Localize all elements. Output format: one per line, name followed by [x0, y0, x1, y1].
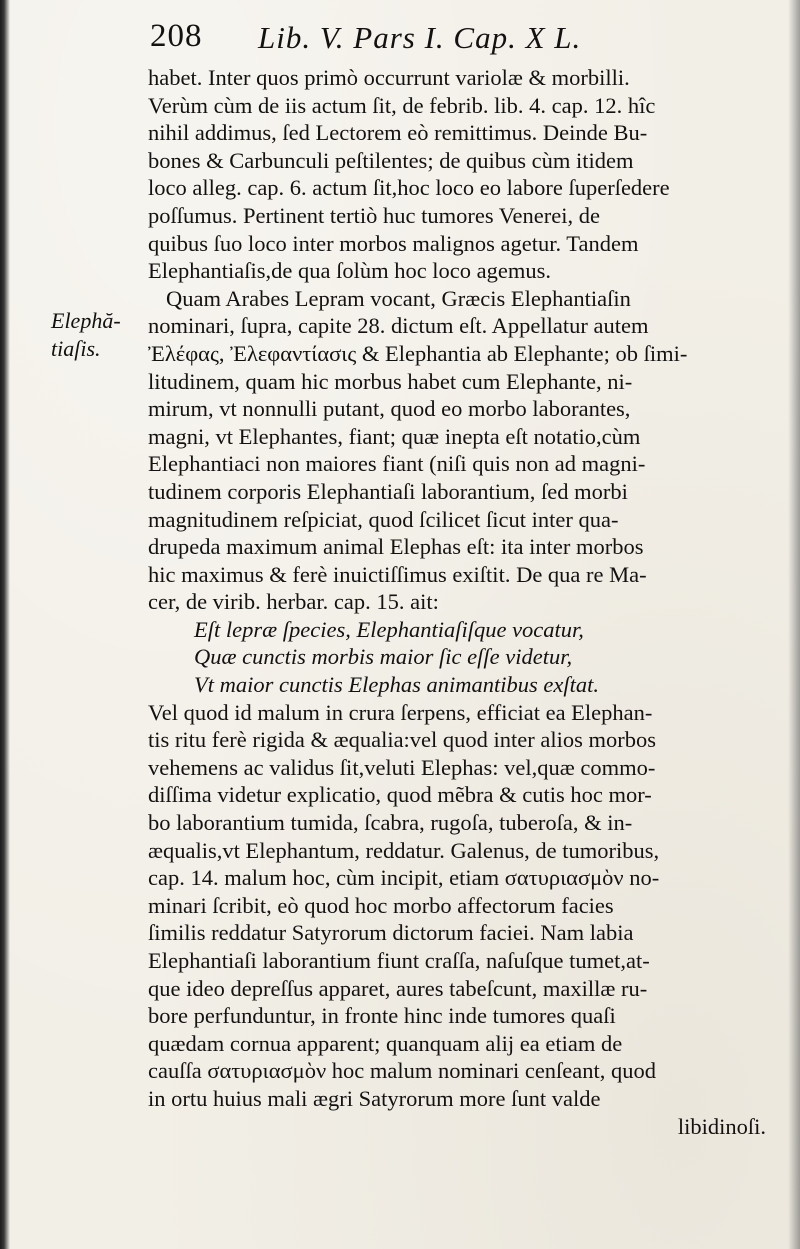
text-line: cauſſa σατυριασμὸν hoc malum nominari cenſeant, quod [148, 1058, 657, 1084]
main-text [148, 64, 768, 1143]
catchword: libidinoſi. [677, 1113, 766, 1139]
text-line: Verùm cùm de iis actum ſit, de febrib. lib. 4. cap. 12. hîc [148, 92, 656, 118]
verse-line: Vt maior cunctis Elephas animantibus exſtat. [194, 672, 599, 698]
text-line: diſſima videtur explicatio, quod mẽbra & cutis hoc mor- [148, 782, 652, 808]
text-line: magni, vt Elephantes, fiant; quæ inepta eſt notatio,cùm [148, 423, 641, 449]
text-line: Elephantiaci non maiores fiant (niſi quis non ad magni- [148, 451, 646, 477]
text-line: loco alleg. cap. 6. actum ſit,hoc loco eo labore ſuperſedere [148, 175, 670, 201]
text-line: bo laborantium tumida, ſcabra, rugoſa, tuberoſa, & in- [148, 810, 633, 836]
text-line: drupeda maximum animal Elephas eſt: ita inter morbos [148, 534, 644, 560]
text-line: vehemens ac validus ſit,veluti Elephas: vel,quæ commo- [148, 754, 656, 780]
text-line: hic maximus & ferè inuictiſſimus exiſtit. De qua re Ma- [148, 561, 647, 587]
text-line: mirum, vt nonnulli putant, quod eo morbo laborantes, [148, 396, 631, 422]
page-left-shadow [0, 0, 10, 1249]
text-line: habet. Inter quos primò occurrunt variolæ & morbilli. [148, 65, 630, 90]
marginal-note-line: tiaſis. [51, 335, 101, 361]
page-header [150, 18, 770, 62]
text-line: litudinem, quam hic morbus habet cum Elephante, ni- [148, 368, 633, 394]
text-line: Elephantiaſis,de qua ſolùm hoc loco agemus. [148, 258, 552, 284]
text-line: bones & Carbunculi peſtilentes; de quibus cùm itidem [148, 147, 634, 173]
running-title: Lib. V. Pars I. Cap. X L. [258, 20, 582, 55]
text-line: tudinem corporis Elephantiaſi laborantium, ſed morbi [148, 478, 628, 504]
page-right-shadow [788, 0, 800, 1249]
paragraph-start-line: Quam Arabes Lepram vocant, Græcis Elephantiaſin [166, 285, 631, 311]
verse-line: Eſt lepræ ſpecies, Elephantiaſiſque vocatur, [194, 616, 584, 642]
text-line: magnitudinem reſpiciat, quod ſcilicet ſicut inter qua- [148, 506, 619, 532]
text-line: minari ſcribit, eò quod hoc morbo affectorum facies [148, 892, 614, 918]
text-line: cap. 14. malum hoc, cùm incipit, etiam σατυριασμὸν no- [148, 865, 660, 891]
verse-line: Quæ cunctis morbis maior ſic eſſe videtur, [194, 644, 573, 670]
text-line: tis ritu ferè rigida & æqualia:vel quod inter alios morbos [148, 727, 657, 753]
text-line: cer, de virib. herbar. cap. 15. ait: [148, 589, 439, 615]
text-line: poſſumus. Pertinent tertiò huc tumores Venerei, de [148, 202, 600, 228]
text-line: ſimilis reddatur Satyrorum dictorum faciei. Nam labia [148, 920, 634, 946]
text-line: Elephantiaſi laborantium fiunt craſſa, naſuſque tumet,at- [148, 948, 650, 973]
text-line: que ideo depreſſus apparet, aures tabeſcunt, maxillæ ru- [148, 975, 648, 1001]
text-line: nominari, ſupra, capite 28. dictum eſt. Appellatur autem [148, 313, 649, 339]
text-line: bore perfunduntur, in fronte hinc inde tumores quaſi [148, 1003, 616, 1029]
text-line: nihil addimus, ſed Lectorem eò remittimus. Deinde Bu- [148, 120, 648, 146]
text-line: Vel quod id malum in crura ſerpens, efficiat ea Elephan- [148, 699, 653, 725]
marginal-note-line: Elephă- [51, 308, 121, 333]
text-line: quibus ſuo loco inter morbos malignos agetur. Tandem [148, 230, 639, 256]
text-line: quædam cornua apparent; quanquam alij ea etiam de [148, 1030, 623, 1056]
page-number: 208 [150, 18, 203, 54]
text-line: æqualis,vt Elephantum, reddatur. Galenus, de tumoribus, [148, 837, 660, 863]
text-line: in ortu huius mali ægri Satyrorum more ſunt valde [148, 1085, 601, 1111]
marginal-note [51, 306, 141, 361]
text-line: Ἐλέφας, Ἐλεφαντίασις & Elephantia ab Elephante; ob ſimi- [148, 340, 688, 366]
